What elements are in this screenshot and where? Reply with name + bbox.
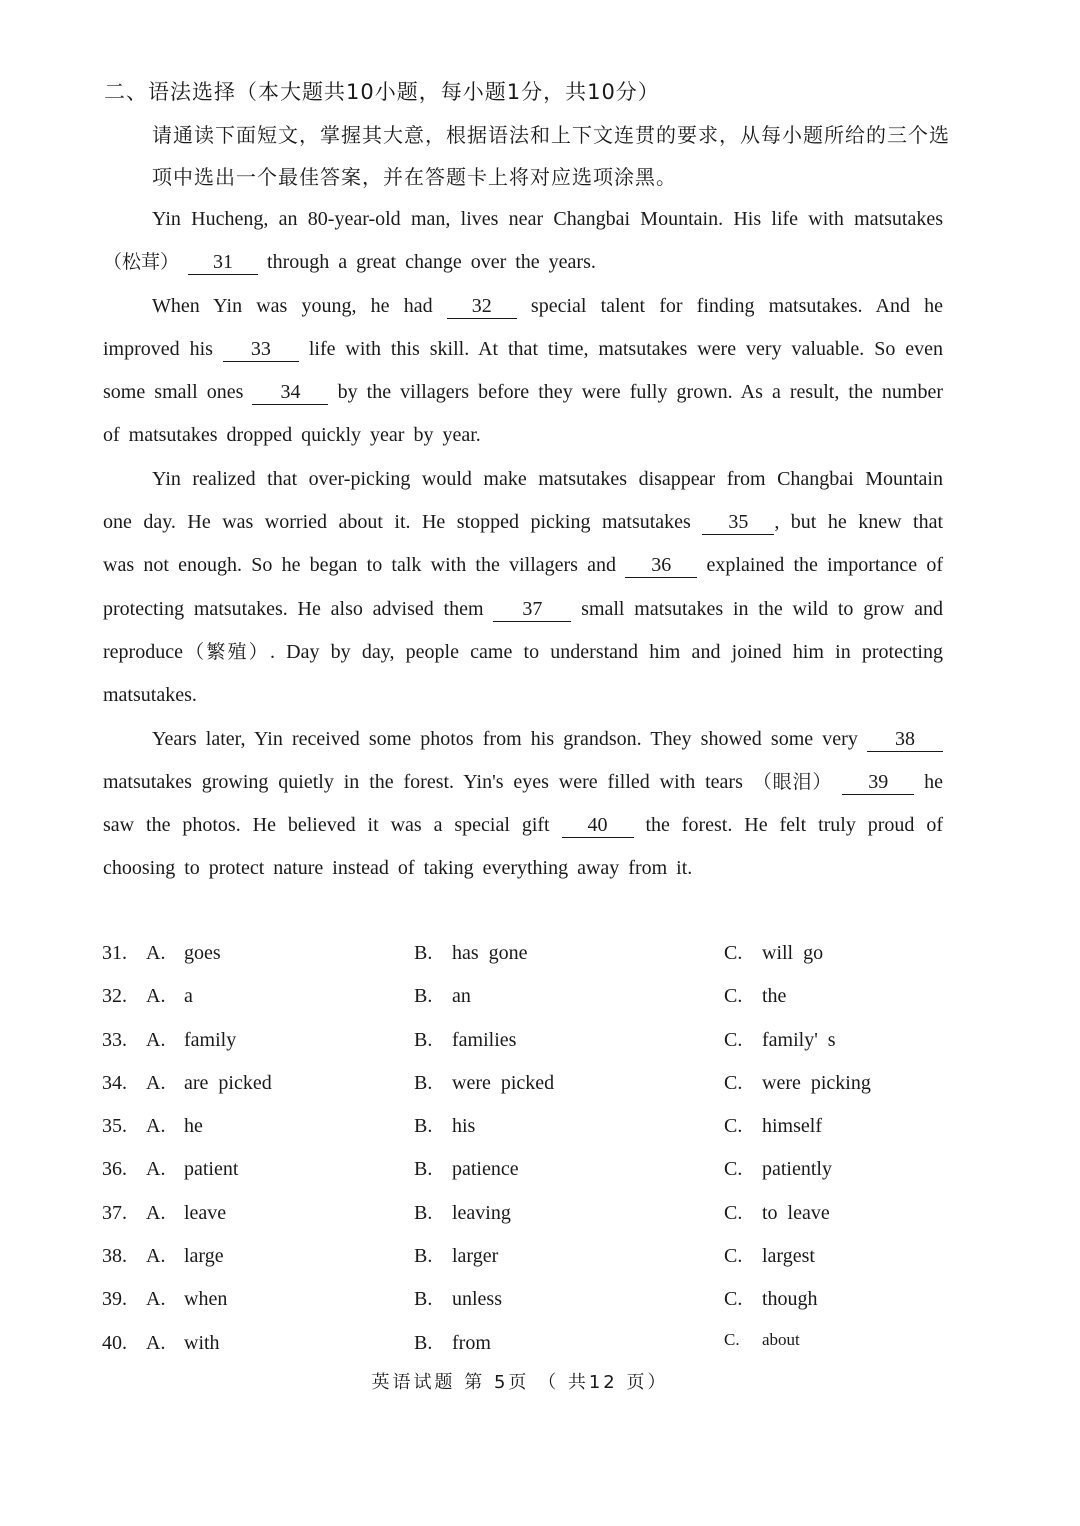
option-b[interactable]: B. has gone: [414, 942, 528, 964]
blank-37: 37: [493, 597, 571, 622]
question-number: 33.: [102, 1028, 127, 1051]
option-a[interactable]: A. large: [146, 1245, 224, 1268]
question-number: 36.: [102, 1158, 127, 1181]
question-37: [102, 1192, 982, 1235]
passage-text: When Yin was young, he had: [152, 294, 433, 317]
passage-text: Years later, Yin received some photos from his grandson. They showed some very: [152, 727, 858, 750]
section-title: 二、语法选择（本大题共10小题，每小题1分，共10分）: [104, 80, 660, 104]
option-a[interactable]: A. leave: [146, 1201, 227, 1224]
chinese-gloss: （松茸）: [103, 251, 180, 274]
question-33: [102, 1019, 982, 1062]
passage-text: Yin Hucheng, an 80-year-old man, lives near Changbai Mountain. His life with matsutakes: [152, 208, 943, 230]
passage-text: by the villagers before they were fully grown. As a result, the number of matsutakes dropped quickly year by year.: [103, 381, 944, 447]
question-number: 31.: [102, 942, 127, 964]
question-number: 38.: [102, 1245, 127, 1268]
passage-text: Yin realized that over-picking would make matsutakes disappear from Changbai Mountain one day. He was worried about it. He stopped picking matsutakes: [103, 467, 943, 534]
option-b[interactable]: B. his: [414, 1115, 476, 1138]
blank-36: 36: [625, 553, 697, 578]
option-c[interactable]: C. to leave: [724, 1201, 830, 1224]
option-a[interactable]: A. when: [146, 1288, 228, 1311]
question-number: 39.: [102, 1288, 127, 1311]
option-c[interactable]: C. about: [724, 1329, 800, 1349]
paragraph-4: [103, 718, 943, 891]
blank-39: 39: [842, 770, 914, 795]
blank-35: 35: [702, 510, 774, 535]
passage-text: . Day by day, people came to understand him and joined him in protecting matsutakes.: [103, 640, 943, 707]
question-number: 35.: [102, 1115, 127, 1138]
reading-passage: [103, 198, 943, 891]
instructions: 请通读下面短文，掌握其大意，根据语法和上下文连贯的要求，从每小题所给的三个选项中选出一个最佳答案，并在答题卡上将对应选项涂黑。: [152, 123, 950, 189]
question-38: [102, 1235, 982, 1278]
question-number: 40.: [102, 1331, 127, 1354]
option-a[interactable]: A. are picked: [146, 1071, 272, 1094]
blank-34: 34: [252, 380, 328, 405]
option-c[interactable]: C. will go: [724, 942, 824, 964]
chinese-gloss: （眼泪）: [752, 770, 833, 793]
passage-text: life with this skill. At that time, matsutakes were very valuable. So even some small ones: [103, 337, 944, 404]
option-c[interactable]: C. largest: [724, 1245, 815, 1268]
question-35: [102, 1105, 982, 1148]
option-b[interactable]: B. were picked: [414, 1071, 555, 1094]
question-36: [102, 1148, 982, 1191]
option-a[interactable]: A. goes: [146, 942, 221, 964]
blank-38: 38: [867, 727, 943, 752]
option-a[interactable]: A. patient: [146, 1158, 239, 1181]
paragraph-2: [103, 285, 943, 458]
question-32: [102, 975, 982, 1018]
blank-31: 31: [188, 250, 258, 275]
option-c[interactable]: C. the: [724, 985, 787, 1008]
question-number: 32.: [102, 985, 127, 1008]
option-b[interactable]: B. patience: [414, 1158, 519, 1181]
passage-text: through a great change over the years.: [267, 251, 596, 274]
passage-text: the forest. He felt truly proud of choosing to protect nature instead of taking everything away from it.: [103, 814, 943, 880]
question-number: 34.: [102, 1071, 127, 1094]
option-c[interactable]: C. though: [724, 1288, 818, 1311]
option-b[interactable]: B. an: [414, 985, 471, 1008]
answer-options: [102, 932, 982, 1365]
page-footer: 英语试题 第 5页 （ 共12 页）: [371, 1372, 669, 1393]
option-b[interactable]: B. unless: [414, 1288, 502, 1311]
blank-32: 32: [447, 294, 517, 319]
question-40: [102, 1322, 982, 1365]
option-a[interactable]: A. family: [146, 1028, 237, 1051]
option-a[interactable]: A. he: [146, 1115, 203, 1138]
question-number: 37.: [102, 1201, 127, 1224]
chinese-gloss: （繁殖）: [182, 640, 270, 663]
blank-33: 33: [223, 337, 299, 362]
option-c[interactable]: C. family' s: [724, 1028, 836, 1051]
option-a[interactable]: A. a: [146, 985, 193, 1008]
option-b[interactable]: B. from: [414, 1331, 491, 1354]
passage-text: matsutakes growing quietly in the forest. Yin's eyes were filled with tears: [103, 770, 743, 793]
option-b[interactable]: B. larger: [414, 1245, 499, 1268]
option-c[interactable]: C. were picking: [724, 1071, 871, 1094]
paragraph-3: [103, 458, 943, 718]
passage-text: , but he knew that was not enough. So he began to talk with the villagers and: [103, 511, 943, 577]
option-c[interactable]: C. patiently: [724, 1158, 832, 1181]
question-39: [102, 1278, 982, 1321]
option-b[interactable]: B. families: [414, 1028, 517, 1051]
option-c[interactable]: C. himself: [724, 1115, 822, 1138]
passage-text: he saw the photos. He believed it was a special gift: [103, 770, 943, 837]
passage-text: special talent for finding matsutakes. And he improved his: [103, 294, 944, 360]
passage-text: explained the importance of protecting matsutakes. He also advised them: [103, 554, 944, 620]
paragraph-1: [103, 198, 943, 285]
option-b[interactable]: B. leaving: [414, 1201, 511, 1224]
passage-text: small matsutakes in the wild to grow and reproduce: [103, 597, 944, 663]
option-a[interactable]: A. with: [146, 1331, 220, 1354]
question-34: [102, 1062, 982, 1105]
question-31: [102, 932, 982, 975]
blank-40: 40: [562, 813, 634, 838]
